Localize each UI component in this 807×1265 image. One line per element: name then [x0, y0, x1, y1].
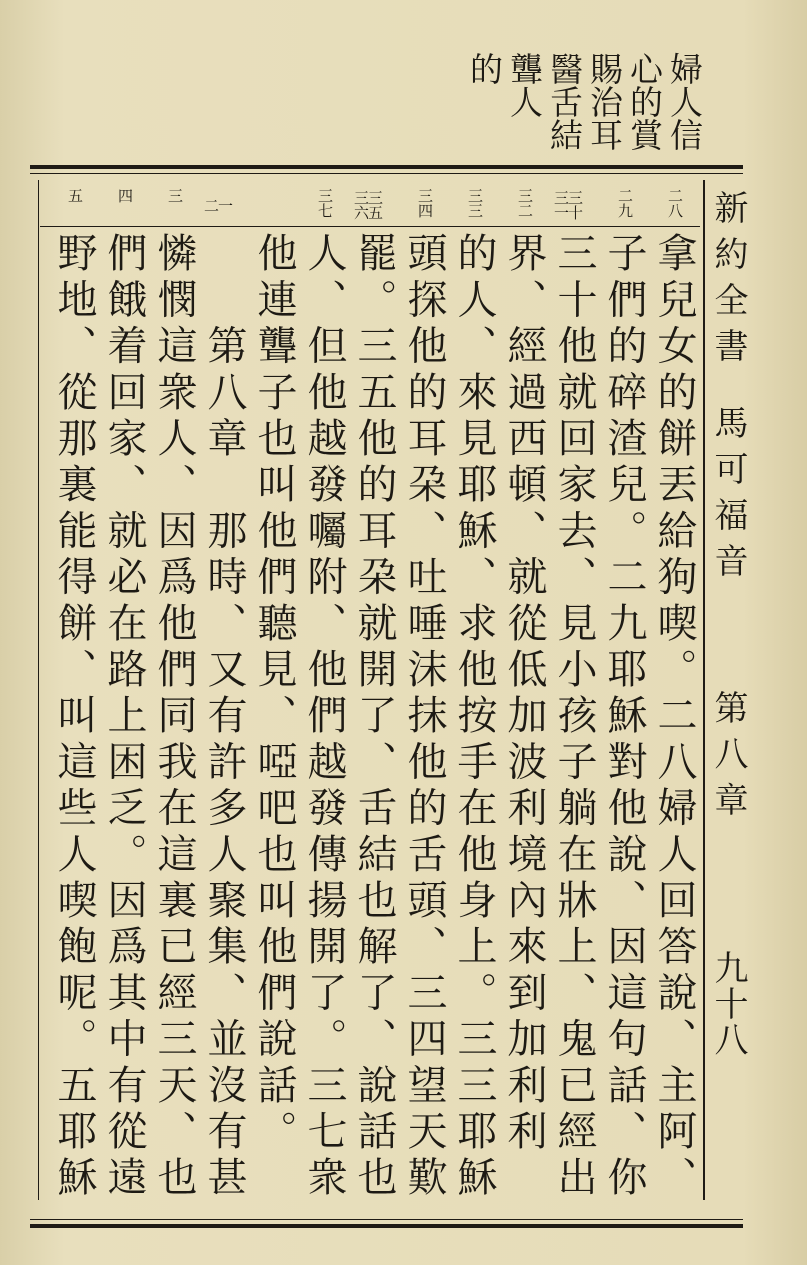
text-column: 罷。三五他的耳朶就開了、舌結也解了、說話也 [351, 232, 397, 1203]
text-column: 憐憫這衆人、因爲他們同我在這裏已經三天、也 [151, 232, 197, 1203]
verse-index-item: 三四 [416, 188, 434, 218]
verse-index-item: 三二 [516, 188, 534, 218]
verse-index-item: 三三 [466, 188, 484, 218]
text-column: 拿兒女的餅丟給狗喫。二八婦人回答說、主阿、 [651, 232, 697, 1203]
chapter-label: 第八章 [708, 690, 748, 828]
page-number: 九十八 [708, 950, 748, 1058]
verse-index-item: 四 [116, 188, 134, 203]
scripture-text [50, 232, 700, 1207]
marginal-note: 賜治耳 [585, 52, 624, 151]
running-header [708, 190, 748, 1210]
verse-index-item: 三十 三一 [552, 190, 584, 220]
verse-index [40, 182, 700, 222]
text-column: 人、但他越發囑附、他們越發傳揚開了。三七衆 [301, 232, 347, 1203]
marginal-note: 心的賞 [625, 52, 664, 151]
marginal-note: 婦人信 [665, 52, 704, 151]
text-column: 子們的碎渣兒。二九耶穌對他說、因這句話、你 [601, 232, 647, 1203]
marginal-note: 的 [465, 52, 504, 85]
book-title: 新約全書 [708, 190, 748, 374]
marginal-note: 醫舌結 [545, 52, 584, 151]
text-column: 頭探他的耳朶、吐唾沫抹他的舌頭、三四望天歎 [401, 232, 447, 1203]
text-column: 界、經過西頓、就從低加波利境內來到加利利 [501, 232, 547, 1156]
text-column: 們餓着回家、就必在路上困乏。因爲其中有從遠 [101, 232, 147, 1203]
verse-index-item: 三五 三六 [352, 190, 384, 220]
marginal-notes [465, 52, 703, 162]
left-border [38, 180, 39, 1200]
text-column: 野地、從那裏能得餅、叫這些人喫飽呢。五耶穌 [51, 232, 97, 1203]
verse-index-item: 五 [66, 188, 84, 203]
verse-index-item: 一 二 [202, 197, 234, 213]
verse-index-item: 二八 [666, 188, 684, 218]
sidebar-divider [703, 180, 705, 1200]
verse-index-item: 三 [166, 188, 184, 203]
marginal-note: 聾人 [505, 52, 544, 118]
gospel-title: 馬可福音 [708, 405, 748, 589]
verse-index-item: 三七 [316, 188, 334, 218]
text-column: 的人、來見耶穌、求他按手在他身上。三三耶穌 [451, 232, 497, 1203]
text-column: 他連聾子也叫他們聽見、啞吧也叫他們說話。 [251, 232, 297, 1156]
verse-index-item: 二九 [616, 188, 634, 218]
text-column: 三十他就回家去、見小孩子躺在牀上、鬼已經出 [551, 232, 597, 1203]
chapter-heading-column: 第八章 那時、又有許多人聚集、並沒有甚 [201, 324, 247, 1203]
